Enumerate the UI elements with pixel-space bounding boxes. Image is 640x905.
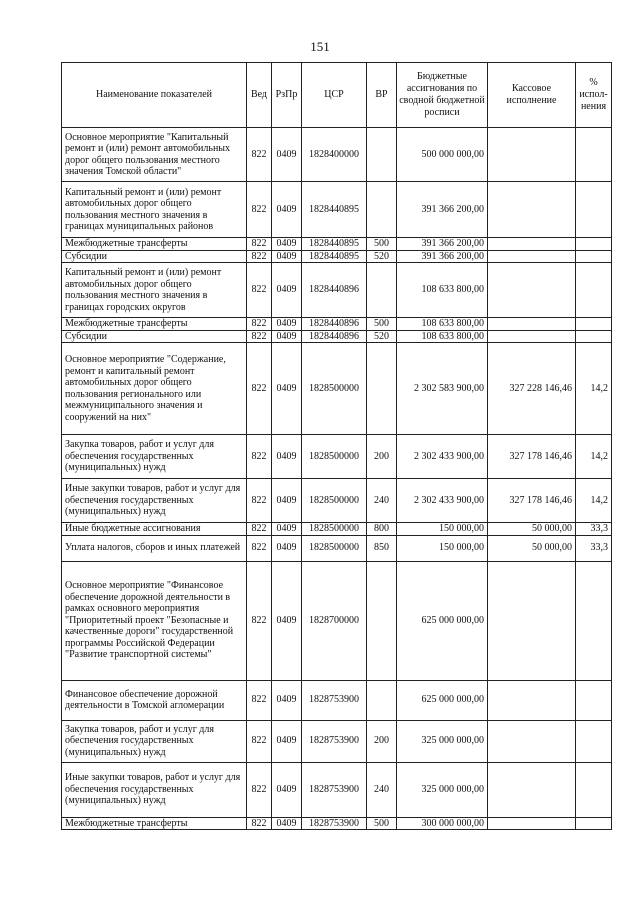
cell-budget: 2 302 433 900,00 (397, 435, 488, 479)
table-row (62, 238, 612, 251)
cell-pct: 14,2 (576, 343, 612, 435)
cell-cash: 327 178 146,46 (488, 479, 576, 523)
cell-csr: 1828700000 (302, 561, 367, 680)
cell-rzpr: 0409 (272, 762, 302, 817)
cell-cash (488, 318, 576, 331)
cell-name: Субсидии (62, 330, 247, 343)
cell-name: Иные закупки товаров, работ и услуг для обеспечения государственных (муниципальных) нужд (62, 479, 247, 523)
cell-vr (367, 263, 397, 318)
cell-rzpr: 0409 (272, 238, 302, 251)
cell-vr: 200 (367, 435, 397, 479)
cell-cash: 50 000,00 (488, 535, 576, 561)
cell-csr: 1828500000 (302, 535, 367, 561)
cell-csr: 1828440896 (302, 330, 367, 343)
cell-budget: 150 000,00 (397, 535, 488, 561)
cell-pct (576, 128, 612, 182)
cell-vr (367, 182, 397, 238)
cell-pct: 14,2 (576, 435, 612, 479)
cell-csr: 1828440895 (302, 250, 367, 263)
table-row (62, 250, 612, 263)
cell-ved: 822 (247, 263, 272, 318)
cell-budget: 150 000,00 (397, 523, 488, 536)
cell-cash (488, 182, 576, 238)
cell-pct (576, 817, 612, 830)
cell-csr: 1828440895 (302, 238, 367, 251)
cell-name: Иные бюджетные ассигнования (62, 523, 247, 536)
cell-vr (367, 128, 397, 182)
table-row (62, 762, 612, 817)
cell-budget: 391 366 200,00 (397, 250, 488, 263)
header-pct: % испол-нения (576, 63, 612, 128)
cell-vr: 500 (367, 817, 397, 830)
cell-vr: 240 (367, 479, 397, 523)
cell-pct (576, 762, 612, 817)
cell-pct (576, 330, 612, 343)
cell-budget: 2 302 583 900,00 (397, 343, 488, 435)
cell-ved: 822 (247, 720, 272, 762)
cell-rzpr: 0409 (272, 182, 302, 238)
cell-vr: 240 (367, 762, 397, 817)
cell-csr: 1828753900 (302, 762, 367, 817)
table-row (62, 680, 612, 720)
cell-rzpr: 0409 (272, 523, 302, 536)
cell-vr: 500 (367, 318, 397, 331)
cell-budget: 325 000 000,00 (397, 720, 488, 762)
cell-ved: 822 (247, 535, 272, 561)
cell-pct: 33,3 (576, 523, 612, 536)
cell-cash: 327 228 146,46 (488, 343, 576, 435)
cell-rzpr: 0409 (272, 680, 302, 720)
cell-vr (367, 561, 397, 680)
cell-rzpr: 0409 (272, 720, 302, 762)
header-cash: Кассовое исполнение (488, 63, 576, 128)
budget-table (61, 62, 612, 830)
table-row (62, 435, 612, 479)
header-ved: Вед (247, 63, 272, 128)
header-row (62, 63, 612, 128)
table-row (62, 263, 612, 318)
header-csr: ЦСР (302, 63, 367, 128)
cell-pct (576, 238, 612, 251)
cell-name: Основное мероприятие "Финансовое обеспечение дорожной деятельности в рамках основного мероприятия "Приоритетный проект "Безопасные и качественные дороги" государственной программы Российской Федерации "Развитие транспортной системы" (62, 561, 247, 680)
cell-rzpr: 0409 (272, 318, 302, 331)
cell-pct (576, 680, 612, 720)
cell-name: Капитальный ремонт и (или) ремонт автомобильных дорог общего пользования местного значения в границах муниципальных районов (62, 182, 247, 238)
cell-cash (488, 263, 576, 318)
cell-budget: 391 366 200,00 (397, 182, 488, 238)
cell-cash (488, 561, 576, 680)
cell-rzpr: 0409 (272, 250, 302, 263)
cell-vr (367, 680, 397, 720)
cell-budget: 2 302 433 900,00 (397, 479, 488, 523)
table-row (62, 479, 612, 523)
page-number: 151 (310, 39, 330, 54)
cell-ved: 822 (247, 128, 272, 182)
cell-csr: 1828753900 (302, 720, 367, 762)
cell-rzpr: 0409 (272, 330, 302, 343)
cell-pct (576, 720, 612, 762)
cell-csr: 1828753900 (302, 817, 367, 830)
cell-rzpr: 0409 (272, 479, 302, 523)
table-row (62, 343, 612, 435)
cell-csr: 1828440896 (302, 263, 367, 318)
cell-csr: 1828500000 (302, 435, 367, 479)
cell-cash: 327 178 146,46 (488, 435, 576, 479)
cell-ved: 822 (247, 250, 272, 263)
cell-cash (488, 238, 576, 251)
cell-rzpr: 0409 (272, 817, 302, 830)
cell-name: Финансовое обеспечение дорожной деятельности в Томской агломерации (62, 680, 247, 720)
cell-pct: 33,3 (576, 535, 612, 561)
cell-ved: 822 (247, 435, 272, 479)
cell-csr: 1828400000 (302, 128, 367, 182)
cell-vr: 520 (367, 250, 397, 263)
cell-ved: 822 (247, 343, 272, 435)
cell-budget: 325 000 000,00 (397, 762, 488, 817)
cell-ved: 822 (247, 479, 272, 523)
cell-ved: 822 (247, 238, 272, 251)
cell-name: Субсидии (62, 250, 247, 263)
cell-name: Межбюджетные трансферты (62, 318, 247, 331)
cell-pct (576, 182, 612, 238)
cell-name: Основное мероприятие "Содержание, ремонт и капитальный ремонт автомобильных дорог общего пользования регионального или межмуниципального значения и сооружений на них" (62, 343, 247, 435)
cell-rzpr: 0409 (272, 263, 302, 318)
cell-budget: 108 633 800,00 (397, 318, 488, 331)
cell-pct: 14,2 (576, 479, 612, 523)
cell-csr: 1828440895 (302, 182, 367, 238)
cell-name: Основное мероприятие "Капитальный ремонт и (или) ремонт автомобильных дорог общего пользования местного значения Томской области" (62, 128, 247, 182)
cell-vr: 850 (367, 535, 397, 561)
cell-vr (367, 343, 397, 435)
table-row (62, 561, 612, 680)
header-rzpr: РзПр (272, 63, 302, 128)
cell-csr: 1828500000 (302, 523, 367, 536)
cell-rzpr: 0409 (272, 561, 302, 680)
cell-cash (488, 817, 576, 830)
header-vr: ВР (367, 63, 397, 128)
cell-budget: 108 633 800,00 (397, 330, 488, 343)
cell-csr: 1828753900 (302, 680, 367, 720)
table-row (62, 720, 612, 762)
cell-ved: 822 (247, 561, 272, 680)
cell-ved: 822 (247, 523, 272, 536)
cell-rzpr: 0409 (272, 435, 302, 479)
cell-csr: 1828500000 (302, 343, 367, 435)
cell-vr: 500 (367, 238, 397, 251)
cell-cash (488, 680, 576, 720)
cell-ved: 822 (247, 182, 272, 238)
table-row (62, 330, 612, 343)
table-row (62, 817, 612, 830)
cell-ved: 822 (247, 680, 272, 720)
cell-ved: 822 (247, 762, 272, 817)
cell-pct (576, 561, 612, 680)
cell-rzpr: 0409 (272, 535, 302, 561)
cell-budget: 391 366 200,00 (397, 238, 488, 251)
cell-rzpr: 0409 (272, 128, 302, 182)
cell-name: Закупка товаров, работ и услуг для обеспечения государственных (муниципальных) нужд (62, 720, 247, 762)
cell-budget: 300 000 000,00 (397, 817, 488, 830)
table-row (62, 318, 612, 331)
table-row (62, 182, 612, 238)
cell-name: Иные закупки товаров, работ и услуг для обеспечения государственных (муниципальных) нужд (62, 762, 247, 817)
cell-csr: 1828440896 (302, 318, 367, 331)
cell-vr: 800 (367, 523, 397, 536)
cell-cash (488, 762, 576, 817)
cell-vr: 520 (367, 330, 397, 343)
table-row (62, 535, 612, 561)
cell-cash (488, 330, 576, 343)
table-row (62, 128, 612, 182)
cell-ved: 822 (247, 817, 272, 830)
cell-budget: 108 633 800,00 (397, 263, 488, 318)
cell-vr: 200 (367, 720, 397, 762)
cell-name: Закупка товаров, работ и услуг для обеспечения государственных (муниципальных) нужд (62, 435, 247, 479)
cell-pct (576, 250, 612, 263)
cell-ved: 822 (247, 330, 272, 343)
cell-cash (488, 720, 576, 762)
cell-ved: 822 (247, 318, 272, 331)
header-name: Наименование показателей (62, 63, 247, 128)
cell-pct (576, 263, 612, 318)
cell-name: Межбюджетные трансферты (62, 817, 247, 830)
cell-csr: 1828500000 (302, 479, 367, 523)
cell-cash (488, 128, 576, 182)
cell-pct (576, 318, 612, 331)
cell-budget: 500 000 000,00 (397, 128, 488, 182)
header-budget: Бюджетные ассигнования по сводной бюджетной росписи (397, 63, 488, 128)
cell-budget: 625 000 000,00 (397, 561, 488, 680)
cell-budget: 625 000 000,00 (397, 680, 488, 720)
cell-name: Уплата налогов, сборов и иных платежей (62, 535, 247, 561)
cell-name: Капитальный ремонт и (или) ремонт автомобильных дорог общего пользования местного значения в границах городских округов (62, 263, 247, 318)
cell-name: Межбюджетные трансферты (62, 238, 247, 251)
cell-cash (488, 250, 576, 263)
cell-cash: 50 000,00 (488, 523, 576, 536)
cell-rzpr: 0409 (272, 343, 302, 435)
table-row (62, 523, 612, 536)
